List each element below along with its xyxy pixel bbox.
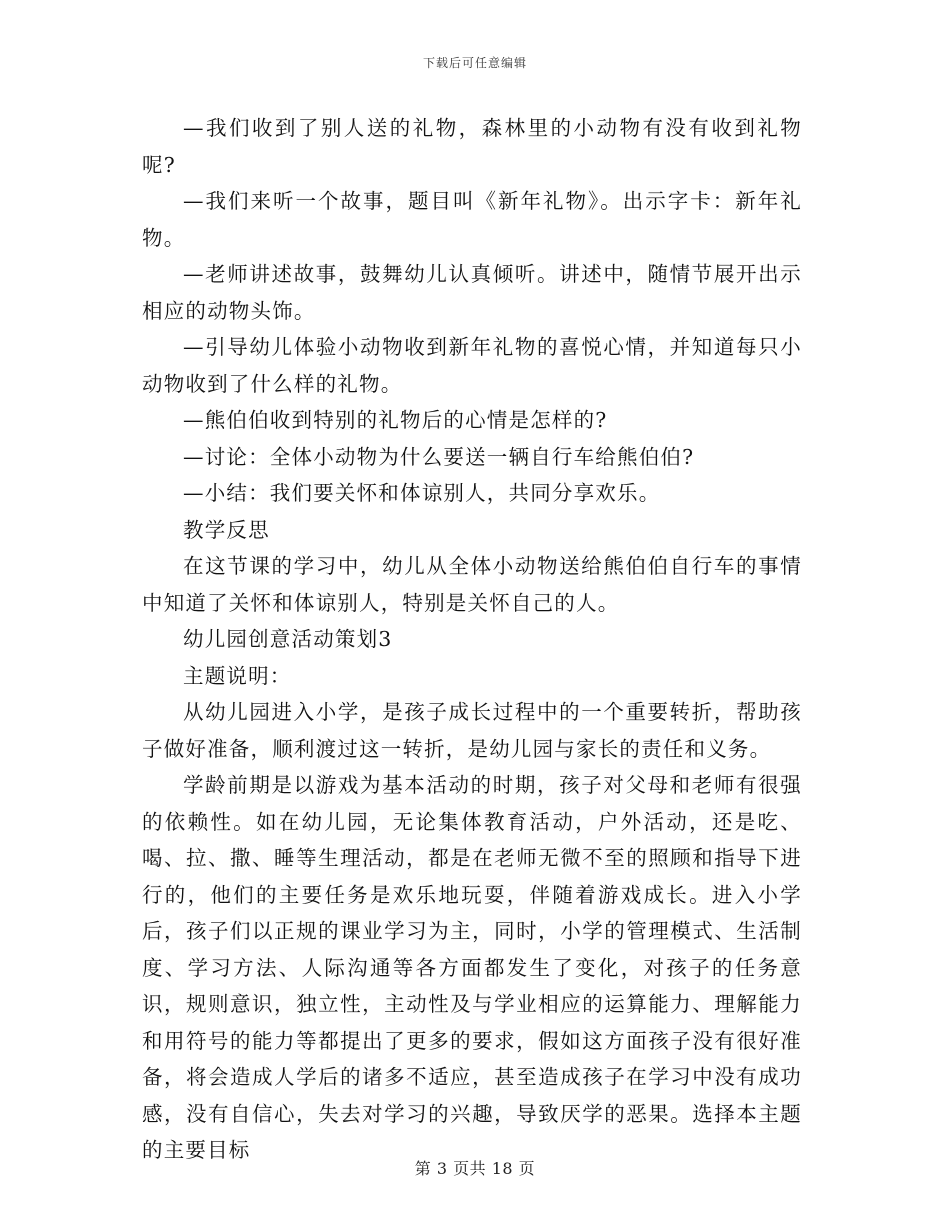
paragraph-bear-mood: —熊伯伯收到特别的礼物后的心情是怎样的? (183, 408, 608, 432)
section-heading-theme: 主题说明： (183, 663, 292, 688)
paragraph-guide-children: —引导幼儿体验小动物收到新年礼物的喜悦心情，并知道每只小动物收到了什么样的礼物。 (142, 335, 802, 396)
paragraph-reflection: 在这节课的学习中，幼儿从全体小动物送给熊伯伯自行车的事情中知道了关怀和体谅别人，特别是关怀自己的人。 (142, 554, 802, 615)
paragraph-transition: 从幼儿园进入小学，是孩子成长过程中的一个重要转折，帮助孩子做好准备，顺利渡过这一转折，是幼儿园与家长的责任和义务。 (142, 700, 802, 761)
page-number: 第 3 页共 18 页 (414, 1159, 536, 1178)
paragraph-discussion: —讨论：全体小动物为什么要送一辆自行车给熊伯伯? (183, 444, 695, 469)
paragraph-preschool-period: 学龄前期是以游戏为基本活动的时期，孩子对父母和老师有很强的依赖性。如在幼儿园，无论集体教育活动，户外活动，还是吃、喝、拉、撒、睡等生理活动，都是在老师无微不至的照顾和指导下进行的，他们的主要任务是欢乐地玩耍，伴随着游戏成长。进入小学后，孩子们以正规的课业学习为主，同时，小学的管理模式、生活制度、学习方法、人际沟通等各方面都发生了变化，对孩子的任务意识，规则意识，独立性，主动性及与学业相应的运算能力、理解能力和用符号的能力等都提出了更多的要求，假如这方面孩子没有很好准备，将会造成人学后的诸多不适应，甚至造成孩子在学习中没有成功感，没有自信心，失去对学习的兴趣，导致厌学的恶果。选择本主题的主要目标 (142, 773, 802, 1162)
page-header: 下载后可任意编辑 (422, 56, 527, 70)
document-body (142, 110, 802, 1169)
paragraph-gift-question: —我们收到了别人送的礼物，森林里的小动物有没有收到礼物呢? (142, 116, 802, 177)
paragraph-story-title: —我们来听一个故事，题目叫《新年礼物》。出示字卡：新年礼物。 (142, 189, 802, 250)
paragraph-teacher-story: —老师讲述故事，鼓舞幼儿认真倾听。讲述中，随情节展开出示相应的动物头饰。 (142, 262, 802, 323)
paragraph-summary: —小结：我们要关怀和体谅别人，共同分享欢乐。 (183, 481, 661, 505)
section-heading-plan-3: 幼儿园创意活动策划3 (183, 627, 393, 651)
section-heading-reflection: 教学反思 (183, 517, 270, 542)
